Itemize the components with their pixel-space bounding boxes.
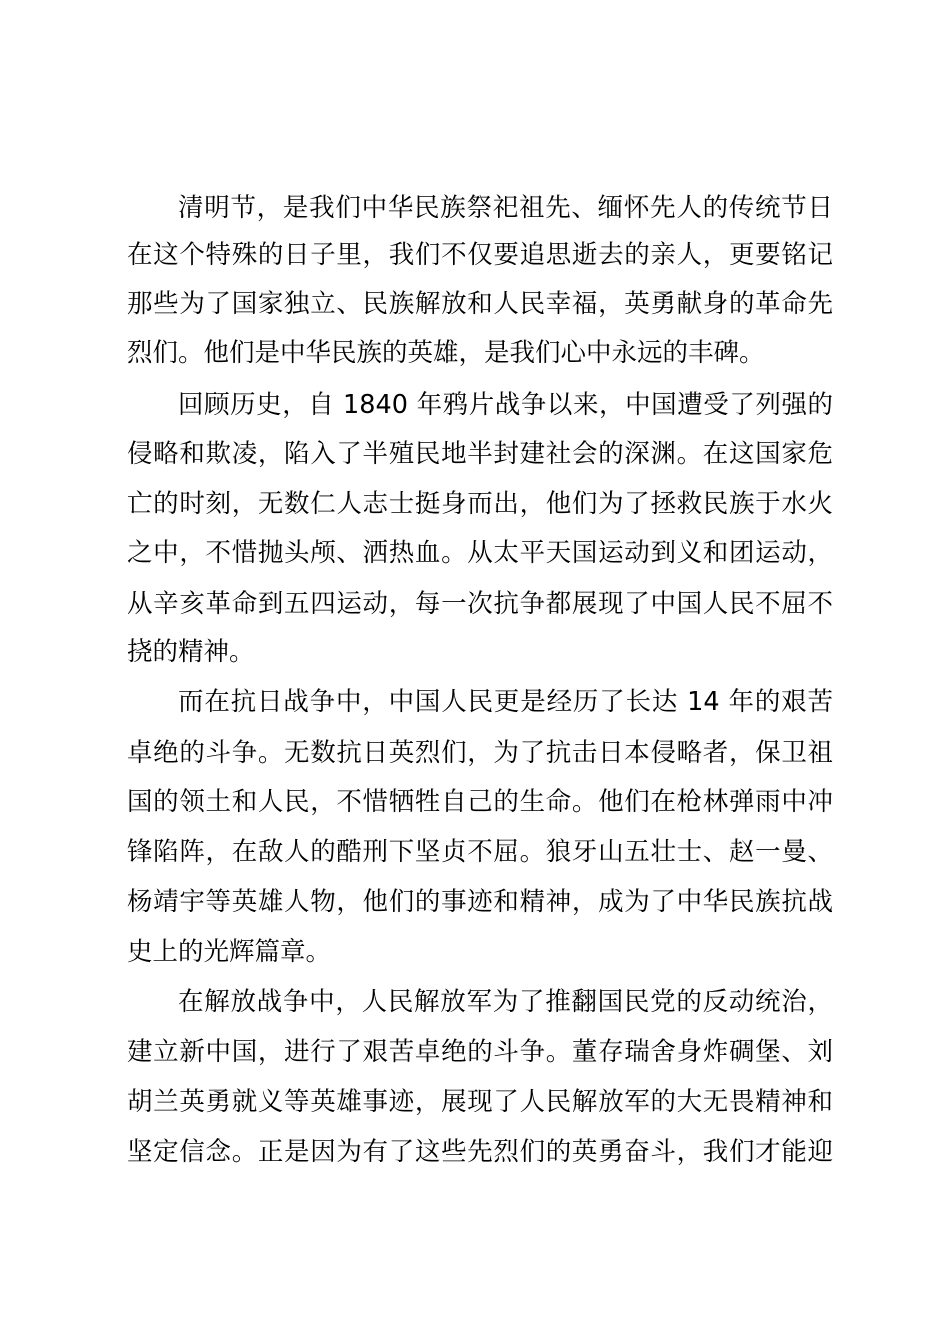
text-line: 在解放战争中，人民解放军为了推翻国民党的反动统治， — [178, 987, 833, 1017]
text-line: 国的领土和人民，不惜牺牲自己的生命。他们在枪林弹雨中冲 — [127, 787, 833, 817]
text-line: 胡兰英勇就义等英雄事迹，展现了人民解放军的大无畏精神和 — [127, 1087, 833, 1117]
text-line: 回顾历史，自 1840 年鸦片战争以来，中国遭受了列强的 — [178, 390, 833, 420]
text-line: 史上的光辉篇章。 — [127, 937, 332, 967]
text-line: 那些为了国家独立、民族解放和人民幸福，英勇献身的革命先 — [127, 289, 833, 319]
text-line: 从辛亥革命到五四运动，每一次抗争都展现了中国人民不屈不 — [127, 589, 833, 619]
text-line: 清明节，是我们中华民族祭祀祖先、缅怀先人的传统节日 — [178, 193, 833, 223]
text-line: 建立新中国，进行了艰苦卓绝的斗争。董存瑞舍身炸碉堡、刘 — [127, 1037, 833, 1067]
text-line: 而在抗日战争中，中国人民更是经历了长达 14 年的艰苦 — [178, 687, 833, 717]
text-line: 在这个特殊的日子里，我们不仅要追思逝去的亲人，更要铭记 — [127, 240, 833, 270]
text-line: 之中，不惜抛头颅、洒热血。从太平天国运动到义和团运动， — [127, 538, 833, 568]
text-line: 亡的时刻，无数仁人志士挺身而出，他们为了拯救民族于水火 — [127, 489, 833, 519]
text-line: 坚定信念。正是因为有了这些先烈们的英勇奋斗，我们才能迎 — [127, 1137, 833, 1167]
text-line: 烈们。他们是中华民族的英雄，是我们心中永远的丰碑。 — [127, 338, 765, 368]
text-line: 侵略和欺凌，陷入了半殖民地半封建社会的深渊。在这国家危 — [127, 439, 833, 469]
text-line: 挠的精神。 — [127, 637, 255, 667]
text-line: 杨靖宇等英雄人物，他们的事迹和精神，成为了中华民族抗战 — [127, 887, 833, 917]
text-line: 锋陷阵，在敌人的酷刑下坚贞不屈。狼牙山五壮士、赵一曼、 — [127, 837, 833, 867]
text-line: 卓绝的斗争。无数抗日英烈们，为了抗击日本侵略者，保卫祖 — [127, 738, 833, 768]
